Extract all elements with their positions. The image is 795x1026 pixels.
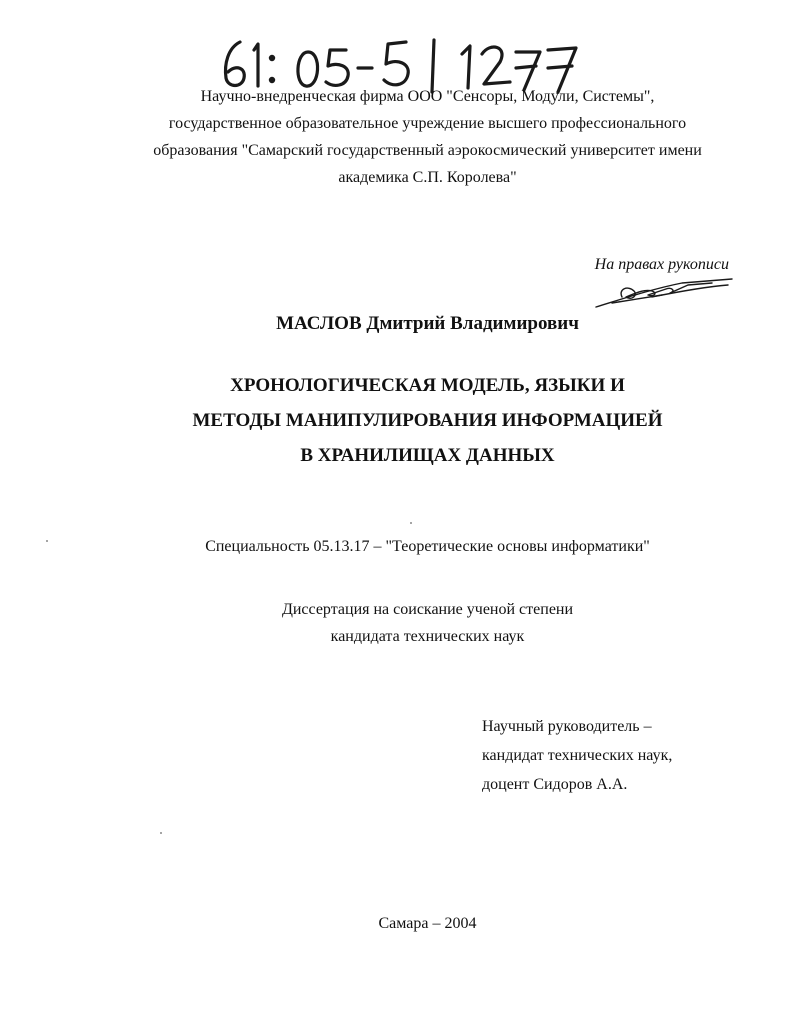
rights-note: На правах рукописи xyxy=(594,256,729,273)
supervisor-line: кандидат технических наук, xyxy=(482,747,673,764)
organization-block xyxy=(0,83,795,191)
organization-line: образования "Самарский государственный аэрокосмический университет имени xyxy=(153,142,702,159)
signature-image xyxy=(592,275,742,311)
organization-line: государственное образовательное учреждение высшего профессионального xyxy=(168,115,687,132)
title-line: МЕТОДЫ МАНИПУЛИРОВАНИЯ ИНФОРМАЦИЕЙ xyxy=(192,410,663,431)
author-name: МАСЛОВ Дмитрий Владимирович xyxy=(276,313,579,334)
organization-line: Научно-внедренческая фирма ООО "Сенсоры, Модули, Системы", xyxy=(200,88,655,105)
city-year: Самара – 2004 xyxy=(378,915,477,932)
scan-speck xyxy=(410,522,412,524)
supervisor-block xyxy=(482,712,672,799)
dissertation-title xyxy=(0,368,795,473)
degree-line: Диссертация на соискание ученой степени xyxy=(281,601,574,618)
scan-speck xyxy=(160,832,162,834)
organization-line: академика С.П. Королева" xyxy=(338,169,517,186)
scan-speck xyxy=(46,540,48,542)
supervisor-line: Научный руководитель – xyxy=(482,718,652,735)
specialty-line: Специальность 05.13.17 – "Теоретические основы информатики" xyxy=(205,538,650,555)
signature-drawing xyxy=(592,275,742,311)
supervisor-line: доцент Сидоров А.А. xyxy=(482,776,628,793)
degree-block xyxy=(0,596,795,650)
title-line: ХРОНОЛОГИЧЕСКАЯ МОДЕЛЬ, ЯЗЫКИ И xyxy=(230,375,625,396)
degree-line: кандидата технических наук xyxy=(330,628,525,645)
title-line: В ХРАНИЛИЩАХ ДАННЫХ xyxy=(300,445,555,466)
